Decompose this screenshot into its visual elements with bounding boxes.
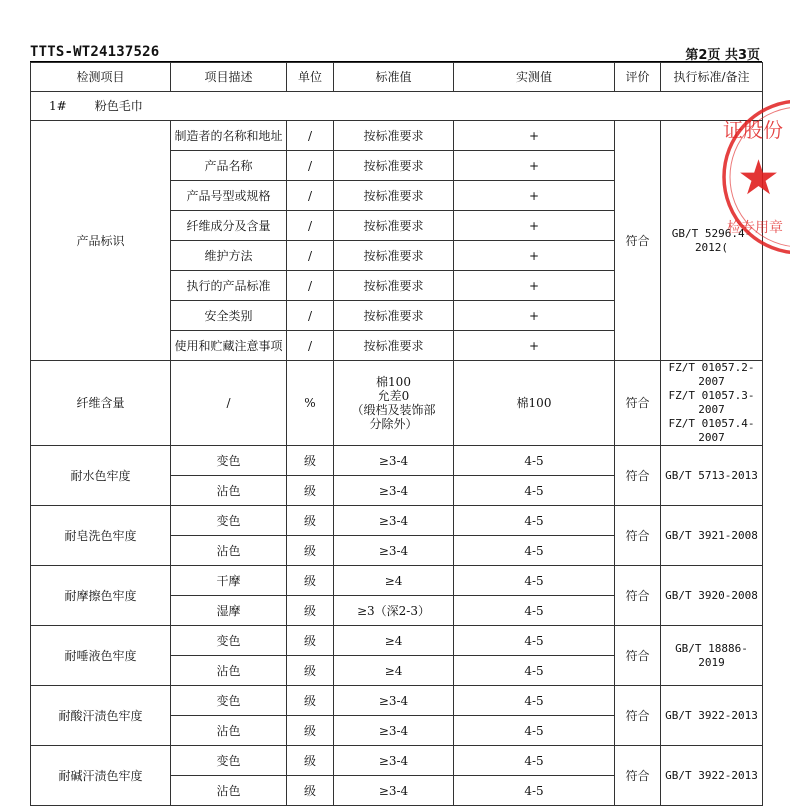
fastness-rows (31, 446, 763, 806)
result-cell: 4-5 (454, 686, 615, 716)
result-cell: + (454, 151, 615, 181)
desc-cell: 沾色 (171, 656, 287, 686)
result-cell: 4-5 (454, 566, 615, 596)
table-row (31, 566, 763, 596)
standard-value-cell: 按标准要求 (334, 151, 454, 181)
standard-value-cell: 按标准要求 (334, 271, 454, 301)
desc-cell: 变色 (171, 746, 287, 776)
sample-section (31, 92, 763, 121)
standard-cell: GB/T 5713-2013 (661, 446, 763, 506)
desc-cell: 使用和贮藏注意事项 (171, 331, 287, 361)
standard-cell: GB/T 3921-2008 (661, 506, 763, 566)
item-fiber-content: 纤维含量 (31, 361, 171, 446)
desc-cell: 变色 (171, 686, 287, 716)
table-row (31, 626, 763, 656)
unit-cell: / (287, 301, 334, 331)
desc-cell: 纤维成分及含量 (171, 211, 287, 241)
standard-value-cell: ≥4 (334, 656, 454, 686)
standard-value-line: （缎档及装饰部 (351, 403, 436, 417)
result-cell: 4-5 (454, 596, 615, 626)
result-cell: 4-5 (454, 656, 615, 686)
sample-name: 粉色毛巾 (94, 99, 143, 113)
desc-cell: 沾色 (171, 476, 287, 506)
result-cell: + (454, 181, 615, 211)
desc-cell: 产品名称 (171, 151, 287, 181)
seal-text-top: 证股份 (723, 118, 783, 142)
col-header-standard: 执行标准/备注 (661, 63, 763, 92)
desc-cell: 变色 (171, 506, 287, 536)
standard-value-cell: ≥3-4 (334, 776, 454, 806)
standard-value-cell: ≥4 (334, 626, 454, 656)
unit-cell: 级 (287, 446, 334, 476)
result-cell: 4-5 (454, 536, 615, 566)
unit-cell: / (287, 211, 334, 241)
desc-cell: 制造者的名称和地址 (171, 121, 287, 151)
standard-value-cell: 按标准要求 (334, 331, 454, 361)
unit-cell: / (287, 181, 334, 211)
standard-value-cell: ≥3-4 (334, 506, 454, 536)
standard-value-cell: ≥3-4 (334, 716, 454, 746)
unit-cell: / (287, 121, 334, 151)
table-row (31, 361, 763, 446)
unit-cell: 级 (287, 506, 334, 536)
result-cell: + (454, 241, 615, 271)
standard-cell: GB/T 18886-2019 (661, 626, 763, 686)
result-cell: + (454, 271, 615, 301)
desc-cell: 干摩 (171, 566, 287, 596)
result-cell: 4-5 (454, 716, 615, 746)
evaluation-cell: 符合 (615, 746, 661, 806)
standard-cell: GB/T 3920-2008 (661, 566, 763, 626)
unit-cell: 级 (287, 476, 334, 506)
desc-cell: 沾色 (171, 716, 287, 746)
table-row (31, 121, 763, 151)
unit-cell: % (287, 361, 334, 446)
standard-value-cell: 按标准要求 (334, 211, 454, 241)
unit-cell: 级 (287, 686, 334, 716)
standard-value-cell (334, 361, 454, 446)
result-cell: + (454, 121, 615, 151)
seal-text-bottom: 检专用章 (727, 220, 783, 236)
test-results-table (30, 62, 763, 806)
standard-cell: GB/T 5296.4-2012( (661, 121, 763, 361)
standard-value-line: 分除外） (369, 417, 418, 431)
standard-value-cell: ≥3-4 (334, 686, 454, 716)
standard-value-cell: ≥3-4 (334, 536, 454, 566)
unit-cell: 级 (287, 746, 334, 776)
standard-value-line: 棉100 (376, 375, 411, 389)
result-cell: 4-5 (454, 476, 615, 506)
result-cell: 棉100 (454, 361, 615, 446)
item-fastness-group: 耐皂洗色牢度 (31, 506, 171, 566)
result-cell: + (454, 211, 615, 241)
sample-section-row (31, 92, 763, 121)
table-row (31, 506, 763, 536)
evaluation-cell: 符合 (615, 446, 661, 506)
evaluation-cell: 符合 (615, 686, 661, 746)
evaluation-cell: 符合 (615, 121, 661, 361)
item-fastness-group: 耐碱汗渍色牢度 (31, 746, 171, 806)
unit-cell: 级 (287, 536, 334, 566)
unit-cell: 级 (287, 626, 334, 656)
desc-cell: 执行的产品标准 (171, 271, 287, 301)
result-cell: + (454, 331, 615, 361)
table-row (31, 446, 763, 476)
standard-cell: GB/T 3922-2013 (661, 746, 763, 806)
standard-value-cell: 按标准要求 (334, 241, 454, 271)
result-cell: 4-5 (454, 506, 615, 536)
standard-line: FZ/T 01057.4-2007 (668, 417, 755, 444)
seal-star: ★ (737, 150, 781, 206)
table-row (31, 746, 763, 776)
col-header-item: 检测项目 (31, 63, 171, 92)
unit-cell: / (287, 331, 334, 361)
result-cell: 4-5 (454, 446, 615, 476)
desc-cell: 产品号型或规格 (171, 181, 287, 211)
desc-cell: 维护方法 (171, 241, 287, 271)
desc-cell: / (171, 361, 287, 446)
desc-cell: 沾色 (171, 536, 287, 566)
result-cell: + (454, 301, 615, 331)
standard-value-cell: 按标准要求 (334, 301, 454, 331)
evaluation-cell: 符合 (615, 626, 661, 686)
col-header-standard-value: 标准值 (334, 63, 454, 92)
standard-value-cell: 按标准要求 (334, 181, 454, 211)
standard-value-cell: ≥4 (334, 566, 454, 596)
item-label-group: 产品标识 (31, 121, 171, 361)
item-fastness-group: 耐水色牢度 (31, 446, 171, 506)
evaluation-cell: 符合 (615, 506, 661, 566)
unit-cell: / (287, 271, 334, 301)
standard-cell: GB/T 3922-2013 (661, 686, 763, 746)
unit-cell: / (287, 241, 334, 271)
standard-value-cell: ≥3（深2-3） (334, 596, 454, 626)
unit-cell: 级 (287, 596, 334, 626)
item-fastness-group: 耐摩擦色牢度 (31, 566, 171, 626)
unit-cell: 级 (287, 566, 334, 596)
evaluation-cell: 符合 (615, 566, 661, 626)
page-indicator: 第2页 共3页 (685, 48, 760, 63)
result-cell: 4-5 (454, 746, 615, 776)
desc-cell: 安全类别 (171, 301, 287, 331)
sample-number: 1# (49, 99, 67, 113)
item-fastness-group: 耐唾液色牢度 (31, 626, 171, 686)
result-cell: 4-5 (454, 626, 615, 656)
standard-value-cell: ≥3-4 (334, 476, 454, 506)
col-header-evaluation: 评价 (615, 63, 661, 92)
table-row (31, 686, 763, 716)
table-header-row (31, 63, 763, 92)
standard-line: FZ/T 01057.2-2007 (668, 361, 755, 388)
unit-cell: 级 (287, 716, 334, 746)
report-number: TTTS-WT24137526 (30, 44, 160, 60)
desc-cell: 沾色 (171, 776, 287, 806)
desc-cell: 变色 (171, 626, 287, 656)
desc-cell: 湿摩 (171, 596, 287, 626)
standard-line: FZ/T 01057.3-2007 (668, 389, 755, 416)
unit-cell: 级 (287, 656, 334, 686)
result-cell: 4-5 (454, 776, 615, 806)
evaluation-cell: 符合 (615, 361, 661, 446)
col-header-desc: 项目描述 (171, 63, 287, 92)
unit-cell: 级 (287, 776, 334, 806)
standard-value-cell: ≥3-4 (334, 446, 454, 476)
standard-value-cell: 按标准要求 (334, 121, 454, 151)
standard-value-cell: ≥3-4 (334, 746, 454, 776)
unit-cell: / (287, 151, 334, 181)
standard-cell (661, 361, 763, 446)
col-header-unit: 单位 (287, 63, 334, 92)
col-header-result: 实测值 (454, 63, 615, 92)
item-fastness-group: 耐酸汗渍色牢度 (31, 686, 171, 746)
desc-cell: 变色 (171, 446, 287, 476)
standard-value-line: 允差0 (377, 389, 410, 403)
